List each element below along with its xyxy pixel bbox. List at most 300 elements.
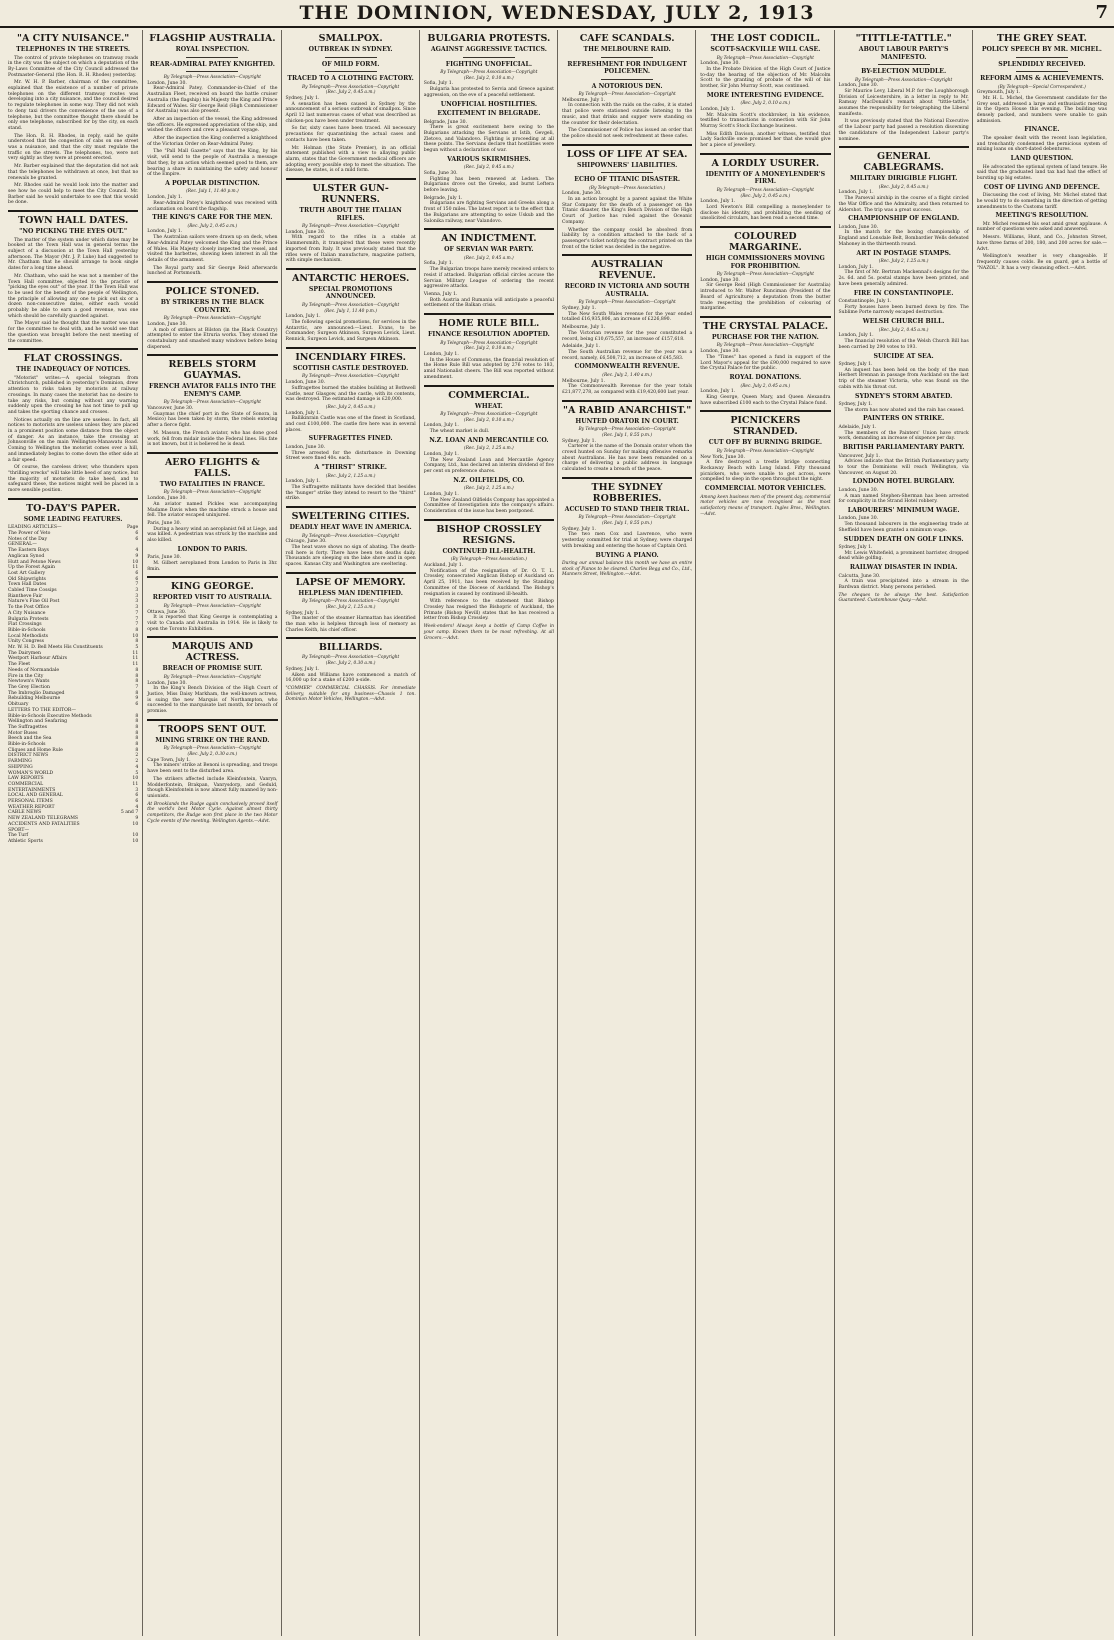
- article-paragraph: M. Masson, the French aviator, who has done good work, fell from midair inside the Federal lines. His fate is not known, but it is believed he is dead.: [147, 430, 278, 448]
- article-subheading: SYDNEY'S STORM ABATED.: [854, 392, 953, 400]
- toc-page: 6: [135, 536, 139, 542]
- dateline: Paris, June 30.: [147, 555, 182, 561]
- press-credit: (Rec. July 2, 0.45 a.m.): [878, 327, 929, 333]
- toc-page: 4: [135, 764, 139, 770]
- toc-label: Obituary: [8, 702, 29, 708]
- newspaper-col-1: [4, 30, 142, 1636]
- section-divider: [147, 636, 277, 638]
- article-subheading: REFRESHMENT FOR INDULGENT POLICEMEN.: [567, 60, 687, 75]
- toc-label: The Dairymen: [8, 650, 41, 656]
- toc-page: 10: [132, 776, 139, 782]
- press-credit: By Telegraph—Press Association—Copyright: [163, 490, 262, 496]
- article-paragraph: In connection with the raids on the cafes, it is stated that police were stationed outside listening to the music, and that drinks and supper were standing on the counter for their delectation.: [562, 103, 693, 126]
- article-paragraph: A train was precipitated into a stream in the Bardwan district. Many persons perished.: [838, 579, 969, 591]
- press-credit: (Rec. July 2, 0.45 a.m.): [878, 184, 929, 190]
- section-divider: [147, 354, 277, 356]
- article-paragraph: Mr. Chatham, who said he was not a member of the Town Hall committee, objected to the practice of "picking the eyes out" of the year. If the Town Hall was to be used for the benefit of the people of Wellington, the principle of allowing any one to pick out six or a dozen non-consecutive dates, either each would probably be able to earn a good revenue, was one which should be carefully guarded against.: [8, 273, 139, 319]
- article-paragraph: An inquest has been held on the body of the man Herbert Brennan in passage from Auckland on the last trip of the steamer Victoria, who was found on the cabin with his throat cut.: [838, 367, 969, 390]
- section-divider: [700, 316, 830, 318]
- article-subheading: MORE INTERESTING EVIDENCE.: [706, 91, 824, 99]
- article-subheading: REPORTED VISIT TO AUSTRALIA.: [152, 594, 272, 602]
- article-headline: A LORDLY USURER.: [711, 157, 820, 169]
- article-paragraph: So far, sixty cases have been traced. All necessary precautions for quarantining the actual cases and contacts have been taken.: [285, 126, 416, 143]
- toc-page: 2: [135, 759, 139, 765]
- toc-page: 8: [135, 742, 139, 748]
- press-credit: (Rec. July 2, 0.30 a.m.): [187, 752, 238, 758]
- section-divider: [424, 519, 554, 521]
- article-headline: SWELTERING CITIES.: [291, 511, 410, 523]
- article-headline: ULSTER GUN-RUNNERS.: [312, 183, 389, 206]
- press-credit: By Telegraph—Press Association—Copyright: [301, 533, 400, 539]
- toc-label: The Turf: [8, 833, 29, 839]
- article-paragraph: Discussing the cost of living, Mr. Michel stated that he would try to do something in the direction of getting amendments to the Customs tariff.: [976, 193, 1107, 210]
- article-subheading: BY STRIKERS IN THE BLACK COUNTRY.: [160, 299, 265, 314]
- article-subheading: MILITARY DIRIGIBLE FLIGHT.: [850, 175, 958, 183]
- article-subheading: IDENTITY OF A MONEYLENDER'S FIRM.: [705, 170, 826, 186]
- article-subheading: OF SERVIAN WAR PARTY.: [444, 246, 534, 254]
- article-subheading: SPLENDIDLY RECEIVED.: [998, 60, 1086, 68]
- press-credit: (Rec. July 2, 0.45 a.m.): [464, 255, 514, 261]
- dateline: Sofia, July 1.: [423, 261, 454, 267]
- article-subheading: WELSH CHURCH BILL.: [862, 318, 945, 326]
- dateline: New York, June 30.: [700, 454, 745, 460]
- article-paragraph: Mr. Barber explained that the deputation did not ask that the telephones be withdrawn at once, but that no renewals be granted.: [8, 164, 139, 181]
- article-paragraph: The "Pall Mall Gazette" says that the King, by his visit, will send to the people of Australia a message that they, by an action which seemed good to them, are bearing a share in maintaining the safety and honour of the Empire.: [147, 149, 278, 178]
- press-credit: (Rec. July 2, 1.25 a.m.): [878, 259, 929, 265]
- dateline: Sydney, July 1.: [838, 545, 873, 551]
- toc-entry: [8, 839, 138, 845]
- article-subheading: OUTBREAK IN SYDNEY.: [308, 46, 393, 53]
- dateline: London, July 1.: [285, 314, 321, 320]
- article-paragraph: A mob of strikers at Bilston (in the Black Country) attempted to enter the Etruria works. They stoned the constabulary and smashed many windows before being dispersed.: [147, 327, 278, 350]
- toc-label: Westport Harbour Affairs: [8, 656, 68, 662]
- article-subheading: MEETING'S RESOLUTION.: [995, 212, 1089, 220]
- article-paragraph: Lord Newton's Bill compelling a moneylender to disclose his identity, and prohibiting the sending of unsolicited circulars, has been read a second time.: [700, 204, 831, 222]
- article-paragraph: A fire destroyed a trestle bridge connecting Rockaway Beach with Long Island. Fifty thousand picnickers, who were unable to get across, were compelled to sleep in the open throughout the night.: [700, 460, 831, 483]
- toc-label: A City Nuisance: [8, 610, 46, 616]
- toc-label: Town Hall Dates: [8, 582, 47, 588]
- article-paragraph: The two men Cox and Lawrence, who were yesterday committed for trial at Sydney, were charged with breaking and entering the house of Captain Ord.: [562, 532, 693, 549]
- article-paragraph: Mr. Rhodes said he would look into the matter and see how he could help to meet the City Council. Mr. Barber said he would undertake to see that this would be done.: [8, 183, 139, 206]
- article-subheading: LABOURERS' MINIMUM WAGE.: [847, 506, 960, 514]
- article-paragraph: The strikers affected include Kleinfontein, Vanryn, Modderfontein, Brakpan, Vanrysdorp, and Geduld, though Kleinfontein is now almost fully manned by non-unionists.: [147, 776, 278, 799]
- article-paragraph: Advices indicate that the British Parliamentary party to tour the Dominions will reach Wellington, via Vancouver, on August 20.: [838, 459, 969, 476]
- dateline: Chicago, June 30.: [285, 539, 327, 545]
- article-paragraph: Sir George Reid (High Commissioner for Australia) introduced to Mr. Walter Runciman (President of the Board of Agriculture) a deputation from the butter trade respecting the prohibition of colouring of margarine.: [700, 283, 831, 312]
- toc-label: LETTERS TO THE EDITOR—: [8, 707, 76, 713]
- article-paragraph: With reference to the statement that Bishop Crossley has resigned the Bishopric of Auckland, the Primate (Bishop Nevill) states that he has received a letter from Bishop Crossley.: [423, 599, 554, 622]
- article-paragraph: The New South Wales revenue for the year ended totalled £16,935,806, an increase of £226,890.: [562, 311, 693, 323]
- article-paragraph: Suffragettes burned the stables building at Bothwell Castle, near Glasgow, and the castle, with its contents, was destroyed. The estimated damage is £20,000.: [285, 385, 416, 403]
- toc-label: ENTERTAINMENTS: [8, 787, 56, 793]
- press-credit: By Telegraph—Press Association—Copyright: [440, 412, 538, 418]
- article-subheading: CUT OFF BY BURNING BRIDGE.: [708, 439, 823, 447]
- article-subheading: ECHO OF TITANIC DISASTER.: [574, 176, 681, 184]
- article-subheading: OF MILD FORM.: [321, 60, 380, 68]
- article-paragraph: The "Times" has opened a fund in support of the Lord Mayor's appeal for the £90,000 required to save the Crystal Palace for the public.: [700, 354, 831, 372]
- advertisement: During our annual balance this month we have an entire stock of Pianos to be cleared. Charles Begg and Co., Ltd., Manners Street, Wellington.—Advt.: [562, 561, 693, 578]
- article-headline: PICNICKERS STRANDED.: [730, 415, 801, 438]
- article-paragraph: Both Austria and Rumania will anticipate a peaceful settlement of the Balkan crisis.: [423, 297, 554, 309]
- dateline: London, July 1.: [838, 333, 874, 339]
- toc-label: DISTRICT NEWS: [8, 753, 49, 759]
- dateline: Sydney, July 1.: [285, 610, 320, 616]
- article-subheading: TWO FATALITIES IN FRANCE.: [159, 480, 265, 488]
- dateline: Cape Town, July 1.: [147, 757, 191, 763]
- article-headline: ANTARCTIC HEROES.: [291, 272, 410, 284]
- toc-page: 7: [135, 610, 139, 616]
- dateline: London, July 1.: [423, 492, 459, 498]
- dateline: Vancouver, July 1.: [838, 453, 881, 459]
- toc-label: Newtown's Wants: [8, 679, 50, 685]
- article-subheading: THE INADEQUACY OF NOTICES.: [16, 366, 131, 374]
- article-paragraph: Mr. Lewis Whitefield, a prominent barrister, dropped dead while golfing.: [838, 550, 969, 562]
- toc-page: 6: [135, 702, 139, 708]
- article-headline: BISHOP CROSSLEY RESIGNS.: [436, 523, 542, 546]
- dateline: London, June 30.: [147, 80, 187, 86]
- article-headline: BILLIARDS.: [318, 642, 383, 654]
- dateline: Belgrade, June 30.: [423, 119, 468, 125]
- press-credit: (Rec. July 2, 1.25 a.m.): [464, 446, 514, 452]
- dateline: Sydney, July 1.: [562, 526, 596, 532]
- article-subheading: AGAINST AGGRESSIVE TACTICS.: [430, 46, 547, 53]
- press-credit: By Telegraph—Press Association—Copyright: [578, 427, 676, 433]
- article-paragraph: Sir Maurice Levy, Liberal M.P. for the Loughborough Division of Leicestershire, in a letter in reply to Mr. Ramsay MacDonald's remark about "tittle-tattle," assumes the responsibility for telegraphing the Liberal manifesto.: [838, 88, 969, 117]
- press-credit: By Telegraph—Press Association—Copyright: [163, 674, 262, 680]
- article-paragraph: The South Australian revenue for the year was a record, namely, £6,508,712, an increase of £45,583.: [562, 349, 693, 361]
- section-divider: [562, 254, 692, 256]
- toc-label: Bulgaria Protests: [8, 616, 49, 622]
- article-paragraph: Aiken and Williams have commenced a match of 16,000 up for a stake of £200 a-side.: [285, 672, 416, 684]
- short-rule: [186, 71, 238, 72]
- section-divider: [8, 348, 138, 350]
- dateline: Sofia, July 1.: [423, 81, 454, 87]
- article-headline: LOSS OF LIFE AT SEA.: [566, 148, 688, 160]
- article-subheading: CONTINUED ILL-HEALTH.: [442, 547, 536, 555]
- dateline: Adelaide, July 1.: [838, 424, 877, 430]
- short-rule: [878, 64, 930, 65]
- article-paragraph: After an inspection of the vessel, the King addressed the officers. He expressed appreciation of the ship, and wished the officers and crew a pleasant voyage.: [147, 116, 278, 134]
- dateline: London, June 30.: [700, 277, 740, 283]
- article-subheading: LONDON HOTEL BURGLARY.: [852, 478, 955, 486]
- section-divider: [562, 477, 692, 479]
- toc-header-left: LEADING ARTICLES—: [8, 525, 62, 531]
- toc-label: Athletic Sports: [8, 838, 43, 844]
- article-paragraph: Mr. Michel resumed his seat amid great applause. A number of questions were asked and answered.: [976, 221, 1107, 233]
- article-subheading: SUFFRAGETTES FINED.: [308, 435, 393, 443]
- article-subheading: PURCHASE FOR THE NATION.: [711, 333, 819, 341]
- article-subheading: UNOFFICIAL HOSTILITIES.: [440, 100, 538, 108]
- article-paragraph: Ten thousand labourers in the engineering trade at Sheffield have been granted a minimum wage.: [838, 522, 969, 533]
- press-credit: By Telegraph—Press Association—Copyright: [301, 599, 400, 605]
- toc-page: 8: [135, 713, 139, 719]
- toc-page: 5 and 7: [120, 810, 139, 816]
- article-subheading: A POPULAR DISTINCTION.: [165, 179, 260, 187]
- toc-label: LAW REPORTS: [8, 776, 44, 782]
- press-credit: By Telegraph—Press Association—Copyright: [301, 302, 400, 308]
- press-credit: (Rec. July 2, 1.40 a.m.): [602, 372, 652, 378]
- toc-label: Bible-in-Schools Executive Methods: [8, 713, 92, 719]
- section-divider: [700, 153, 830, 155]
- section-divider: [839, 146, 969, 148]
- section-divider: [700, 410, 830, 412]
- article-paragraph: The speaker dealt with the recent loan legislation, and trenchantly condemned the pernicious system of mixing loans on short-dated debentures.: [976, 135, 1107, 153]
- dateline: Sydney, July 1.: [838, 362, 873, 367]
- article-headline: TROOPS SENT OUT.: [158, 723, 267, 735]
- toc-label: WEATHER REPORT: [8, 804, 55, 810]
- dateline: Belgrade, July 1.: [423, 195, 463, 201]
- newspaper-col-4: [419, 30, 558, 1636]
- article-paragraph: The New Zealand Loan and Mercantile Agency Company, Ltd., has declared an interim dividend of five per cent on preference shares.: [423, 457, 554, 475]
- toc-page: 8: [135, 724, 139, 730]
- article-subheading: BREACH OF PROMISE SUIT.: [162, 665, 263, 673]
- toc-page: 8: [135, 667, 139, 673]
- dateline: Sydney, July 1.: [562, 438, 596, 444]
- dateline: Vienna, July 1.: [423, 291, 458, 297]
- article-subheading: ART IN POSTAGE STAMPS.: [856, 249, 951, 257]
- press-credit: By Telegraph—Press Association—Copyright: [854, 77, 953, 83]
- article-paragraph: The Hon. R. H. Rhodes, in reply, said he quite understood that the congestion of cabs on one street was a nuisance, and that the city must regulate the traffic on the streets. The telephones, too, were not very sightly as they were at present erected.: [8, 133, 139, 162]
- dateline: London, June 30.: [838, 83, 879, 89]
- advertisement: The cheques to be always the best. Satisfaction Guaranteed. Customhouse Quay.—Advt.: [838, 592, 969, 604]
- article-headline: AN INDICTMENT.: [441, 233, 537, 245]
- article-subheading: TRACED TO A CLOTHING FACTORY.: [287, 75, 414, 82]
- toc-page: 10: [132, 559, 139, 565]
- short-rule: [325, 71, 377, 72]
- toc-page: 7: [135, 684, 139, 690]
- article-paragraph: The first of Mr. Bertram Mackennal's designs for the 2s. 6d. and 5s. postal stamps have been printed, and have been generally admired.: [838, 270, 969, 287]
- toc-label: Anglican Synod: [8, 553, 45, 559]
- toc-label: NEW ZEALAND TELEGRAMS: [8, 816, 79, 822]
- article-subheading: PAINTERS ON STRIKE.: [863, 415, 945, 423]
- press-credit: (By Telegraph—Press Association.): [450, 557, 527, 563]
- dateline: London, July 1.: [423, 423, 459, 429]
- article-paragraph: The matter of the system under which dates may be booked at the Town Hall was in general terms the subject of a discussion at the Town Hall yesterday afternoon. The Mayor (Mr. J. P. Luke) had suggested to Mr. Chatham that he should arrange to book single dates for a long time ahead.: [8, 237, 139, 272]
- article-subheading: RAILWAY DISASTER IN INDIA.: [849, 564, 958, 572]
- article-paragraph: The Australian sailors were drawn up on deck, when Rear-Admiral Patey welcomed the King and the Prince of Wales. His Majesty closely inspected the vessel, and visited the barbettes, showing keen interest in all the details of the armament.: [147, 235, 278, 263]
- article-paragraph: With regard to the rifles in a stable at Hammersmith, it transpired that these were recently imported from Italy. It was previously stated that the rifles were of Italian manufacture, magazine pattern, with simple mechanism.: [285, 235, 416, 264]
- toc-page: 7: [135, 622, 139, 628]
- toc-label: The Eastern Bays: [8, 548, 49, 554]
- article-headline: LAPSE OF MEMORY.: [295, 576, 406, 588]
- toc-label: SHIPPING: [8, 764, 33, 770]
- article-paragraph: Wellington's weather is very changeable. If frequently causes colds. Be on guard, get a bottle of "NAZOL". It has a very cleansing effect.—Advt.: [976, 254, 1107, 271]
- article-paragraph: Messrs. Williams, Hunt, and Co., Johnston Street, have three farms of 200, 180, and 200 acres for sale.—Advt.: [976, 235, 1107, 252]
- toc-label: The Fleet: [8, 662, 31, 668]
- article-paragraph: It is reported that King George is contemplating a visit to Canada and Australia in 1914. He is likely to open the Toronto Exhibition.: [147, 615, 278, 632]
- article-subheading: ROYAL INSPECTION.: [175, 46, 250, 53]
- toc-page: 11: [132, 781, 139, 787]
- dateline: Constantinople, July 1.: [838, 299, 892, 305]
- article-paragraph: Notices actually on the line are useless. In fact, all notices to motorists are useless unless they are placed in a prominent position some distance from the object of danger. As an instance, take the crossing at Johnsonville on the main Wellington-Manawatu Road. Coming to Wellington the motorist comes over a hill, and immediately begins to come down the other side at a fair speed.: [8, 417, 139, 463]
- dateline: London, July 1.: [147, 195, 183, 201]
- article-paragraph: An aviator named Pickles was accompanying Madame Davis when the machine struck a house and fell. The aviator escaped uninjured.: [147, 501, 278, 519]
- toc-page: 11: [132, 656, 139, 662]
- toc-label: Notes of the Day: [8, 536, 48, 542]
- dateline: London, July 1.: [285, 479, 321, 485]
- dateline: London, June 30.: [147, 680, 187, 686]
- toc-label: To the Post Office: [8, 605, 50, 611]
- article-paragraph: The Royal party and Sir George Reid afterwards lunched at Portsmouth.: [147, 265, 278, 277]
- section-divider: [562, 144, 692, 146]
- newspaper-col-5: [557, 30, 696, 1636]
- section-divider: [286, 178, 416, 180]
- toc-page: 6: [135, 531, 139, 536]
- dateline: Greymouth, July 1.: [976, 90, 1021, 96]
- article-subheading: REFORM AIMS & ACHIEVEMENTS.: [980, 75, 1104, 82]
- section-divider: [424, 313, 554, 315]
- dateline: London, June 30.: [838, 487, 879, 493]
- article-paragraph: The Parseval airship in the course of a flight circled the War Office and the Admiralty, and then returned to Aldershot. The trip was a great success.: [838, 196, 969, 213]
- article-subheading: A NOTORIOUS DEN.: [591, 82, 663, 90]
- toc-page: 4: [135, 804, 139, 810]
- toc-label: Riantheve Fair: [8, 593, 43, 599]
- press-credit: By Telegraph—Press Association—Copyright: [163, 75, 262, 80]
- toc-page: 10: [132, 821, 139, 827]
- article-subheading: REAR-ADMIRAL PATEY KNIGHTED.: [149, 60, 275, 68]
- toc-label: ACCIDENTS AND FATALITIES: [8, 821, 80, 827]
- article-subheading: FRENCH AVIATOR FALLS INTO THE ENEMY'S CAMP.: [149, 383, 276, 398]
- toc-page: 8: [135, 747, 139, 753]
- article-headline: BULGARIA PROTESTS.: [427, 33, 551, 44]
- article-paragraph: The Bulgarian troops have merely received orders to resist if attacked. Bulgarian official circles accuse the Servian Military League of ordering the recent aggressive attacks.: [423, 267, 554, 290]
- press-credit: (Rec. July 2, 0.10 a.m.): [464, 417, 514, 423]
- article-headline: COMMERCIAL.: [448, 389, 530, 401]
- newspaper-col-8: [972, 30, 1111, 1636]
- article-subheading: SPECIAL PROMOTIONS ANNOUNCED.: [308, 285, 393, 301]
- article-subheading: HIGH COMMISSIONERS MOVING FOR PROHIBITION.: [705, 255, 825, 270]
- toc-page: 8: [135, 690, 139, 696]
- article-paragraph: In the Probate Division of the High Court of Justice to-day the hearing of the objection of Mr. Malcolm Scott to the granting of probate of the will of his brother, Sir John Murray Scott, was continued.: [700, 66, 831, 90]
- article-headline: SMALLPOX.: [318, 33, 383, 44]
- section-divider: [8, 210, 138, 212]
- newspaper-col-7: [834, 30, 973, 1636]
- press-credit: (By Telegraph—Special Correspondent.): [997, 84, 1086, 90]
- toc-page: 2: [135, 753, 139, 759]
- dateline: London, June 30.: [285, 380, 326, 386]
- toc-page: 6: [135, 793, 139, 799]
- dateline: Melbourne, July 1.: [562, 378, 606, 384]
- short-rule: [1016, 57, 1068, 58]
- article-headline: MARQUIS AND ACTRESS.: [171, 641, 253, 664]
- toc-label: FARMING: [8, 759, 32, 765]
- press-credit: (Rec. July 2, 0.45 a.m.): [325, 90, 376, 96]
- article-subheading: TRUTH ABOUT THE ITALIAN RIFLES.: [299, 207, 402, 222]
- article-subheading: HUNTED ORATOR IN COURT.: [575, 417, 679, 425]
- article-paragraph: Whether the company could be absolved from liability by a condition attached to the back of a passenger's ticket notifying the contract printed on the front of the ticket was decided in the negative.: [562, 227, 693, 250]
- toc-label: Mr. W. H. D. Bell Meets His Constituents: [8, 645, 103, 651]
- dateline: London, July 1.: [147, 229, 183, 235]
- dateline: Melbourne, July 1.: [562, 97, 606, 103]
- toc-page: 5: [135, 770, 139, 776]
- press-credit: (Rec. July 2, 0.45 a.m.): [187, 223, 238, 229]
- article-subheading: ABOUT LABOUR PARTY'S MANIFESTO.: [858, 46, 949, 61]
- section-divider: [147, 576, 277, 578]
- article-subheading: LONDON TO PARIS.: [177, 545, 248, 553]
- press-credit: (Rec. July 2, 0.45 a.m.): [464, 165, 514, 171]
- article-subheading: BRITISH PARLIAMENTARY PARTY.: [842, 444, 965, 452]
- masthead: [0, 0, 1114, 28]
- press-credit: (Rec. July 2, 0.45 a.m.): [325, 404, 376, 410]
- toc-label: LOCAL AND GENERAL: [8, 793, 63, 799]
- article-paragraph: The Victorian revenue for the year constituted a record, being £10,675,557, an increase of £157,618.: [562, 330, 693, 342]
- dateline: Ottawa, June 30.: [147, 609, 187, 615]
- dateline: London, June 30.: [700, 349, 740, 355]
- toc-label: Nature's Fine Oil Post: [8, 599, 60, 605]
- article-subheading: CHAMPIONSHIP OF ENGLAND.: [848, 215, 959, 223]
- toc-label: WOMAN'S WORLD: [8, 770, 54, 776]
- section-divider: [147, 281, 277, 283]
- dateline: London, June 30.: [700, 61, 740, 67]
- article-paragraph: The wheat market is dull.: [429, 429, 490, 435]
- article-headline: TOWN HALL DATES.: [18, 215, 129, 227]
- article-paragraph: The Commissioner of Police has issued an order that the police should not seek refreshment at these cafes.: [562, 128, 693, 139]
- article-subheading: N.Z. LOAN AND MERCANTILE CO.: [429, 436, 549, 444]
- press-credit: By Telegraph—Press Association—Copyright: [440, 340, 538, 346]
- press-credit: By Telegraph—Press Association—Copyright: [301, 374, 400, 380]
- advertisement: Among keen business men of the present day, commercial motor vehicles are now recognised as the most satisfactory means of transport. Ingles Bros., Wellington.—Advt.: [700, 494, 831, 517]
- advertisement: At Brooklands the Rudge again conclusively proved itself the world's best Motor Cycle. Against almost thirty competitors, the Rudge won first place in the two Motor Cycle events of the meeting. Wellington Agents.—Advt.: [147, 801, 278, 824]
- toc-page: 6: [135, 576, 139, 582]
- toc-page: 11: [132, 662, 139, 668]
- press-credit: (Rec. July 1, 11.40 p.m.): [186, 189, 239, 195]
- toc-page: 5: [135, 645, 139, 651]
- press-credit: (Rec. July 1, 11.40 p.m.): [324, 308, 377, 314]
- dateline: Paris, June 30.: [147, 520, 182, 526]
- section-divider: [8, 498, 138, 500]
- press-credit: By Telegraph—Press Association—Copyright: [716, 272, 815, 278]
- article-headline: "A RABID ANARCHIST.": [563, 404, 692, 416]
- section-divider: [286, 506, 416, 508]
- toc-page: 9: [135, 816, 139, 822]
- article-subheading: SUDDEN DEATH ON GOLF LINKS.: [843, 535, 964, 543]
- article-paragraph: The financial resolution of the Welsh Church Bill has been carried by 290 votes to 193.: [838, 339, 969, 350]
- article-subheading: FIRE IN CONSTANTINOPLE.: [853, 289, 954, 297]
- page-number: 7: [1095, 2, 1108, 23]
- article-headline: THE LOST CODICIL.: [710, 33, 821, 44]
- short-rule: [601, 172, 653, 173]
- article-paragraph: Guaymas (the chief port in the State of Sonora, in Mexico) has been taken by storm, the rebels entering after a fierce fight.: [147, 411, 278, 429]
- toc-page: 9: [135, 696, 139, 702]
- press-credit: By Telegraph—Press Association—Copyright: [578, 300, 676, 306]
- dateline: London, June 30.: [838, 516, 879, 522]
- article-headline: AUSTRALIAN REVENUE.: [591, 259, 664, 282]
- article-paragraph: The Commonwealth Revenue for the year totals £21,877,278, as compared with £19,420,600 last year.: [562, 384, 693, 395]
- toc-label: Bible-in-Schools: [8, 627, 46, 633]
- article-headline: HOME RULE BILL.: [438, 318, 540, 330]
- toc-page: 11: [132, 650, 139, 656]
- press-credit: By Telegraph—Press Association—Copyright: [163, 400, 262, 406]
- article-paragraph: After the inspection the King conferred a knighthood of the Victorian Order on Rear-Admiral Patey.: [147, 136, 278, 147]
- toc-page: 6: [135, 799, 139, 805]
- article-headline: FLAGSHIP AUSTRALIA.: [149, 33, 276, 44]
- toc-page: 4: [135, 548, 139, 554]
- article-paragraph: The following special promotions, for services in the Antarctic, are announced:—Lieut. Evans, to be Commander; Surgeon Atkinson, Surgeon Levick, Lieut. Rennick, Surgeon Levick, and Surgeon Atkinson.: [285, 320, 416, 343]
- article-paragraph: Mr. H. L. Michel, the Government candidate for the Grey seat, addressed a large and enthusiastic meeting in the Opera House this evening. The building was densely packed, and numbers were unable to gain admission.: [976, 95, 1107, 124]
- article-paragraph: A sensation has been caused in Sydney by the announcement of a serious outbreak of smallpox. Since April 12 last numerous cases of what was described as chicken-pox have been under treatment.: [285, 101, 416, 124]
- dateline: Auckland, July 1.: [423, 563, 464, 569]
- toc-label: PERSONAL ITEMS: [8, 799, 53, 805]
- toc-label: Motor Buses: [8, 730, 38, 736]
- article-paragraph: Of course, the careless driver, who thunders upon "thrilling wrecks" will take little heed of any notice, but the majority of motorists do take heed, and to safeguard these, the notices might well be placed in a more sensible position.: [8, 465, 139, 494]
- press-credit: By Telegraph—Press Association—Copyright: [578, 92, 676, 97]
- press-credit: (Rec. July 2, 0.45 a.m.): [740, 193, 791, 199]
- toc-label: CABLE NEWS: [8, 810, 42, 816]
- article-paragraph: The Mayor said he thought that the matter was one for the committee to deal with, and he would see that the question was brought before the next meeting of the committee.: [8, 321, 139, 344]
- dateline: London, June 30.: [147, 321, 187, 327]
- article-subheading: COMMERCIAL MOTOR VEHICLES.: [704, 485, 826, 493]
- newspaper-col-3: [281, 30, 420, 1636]
